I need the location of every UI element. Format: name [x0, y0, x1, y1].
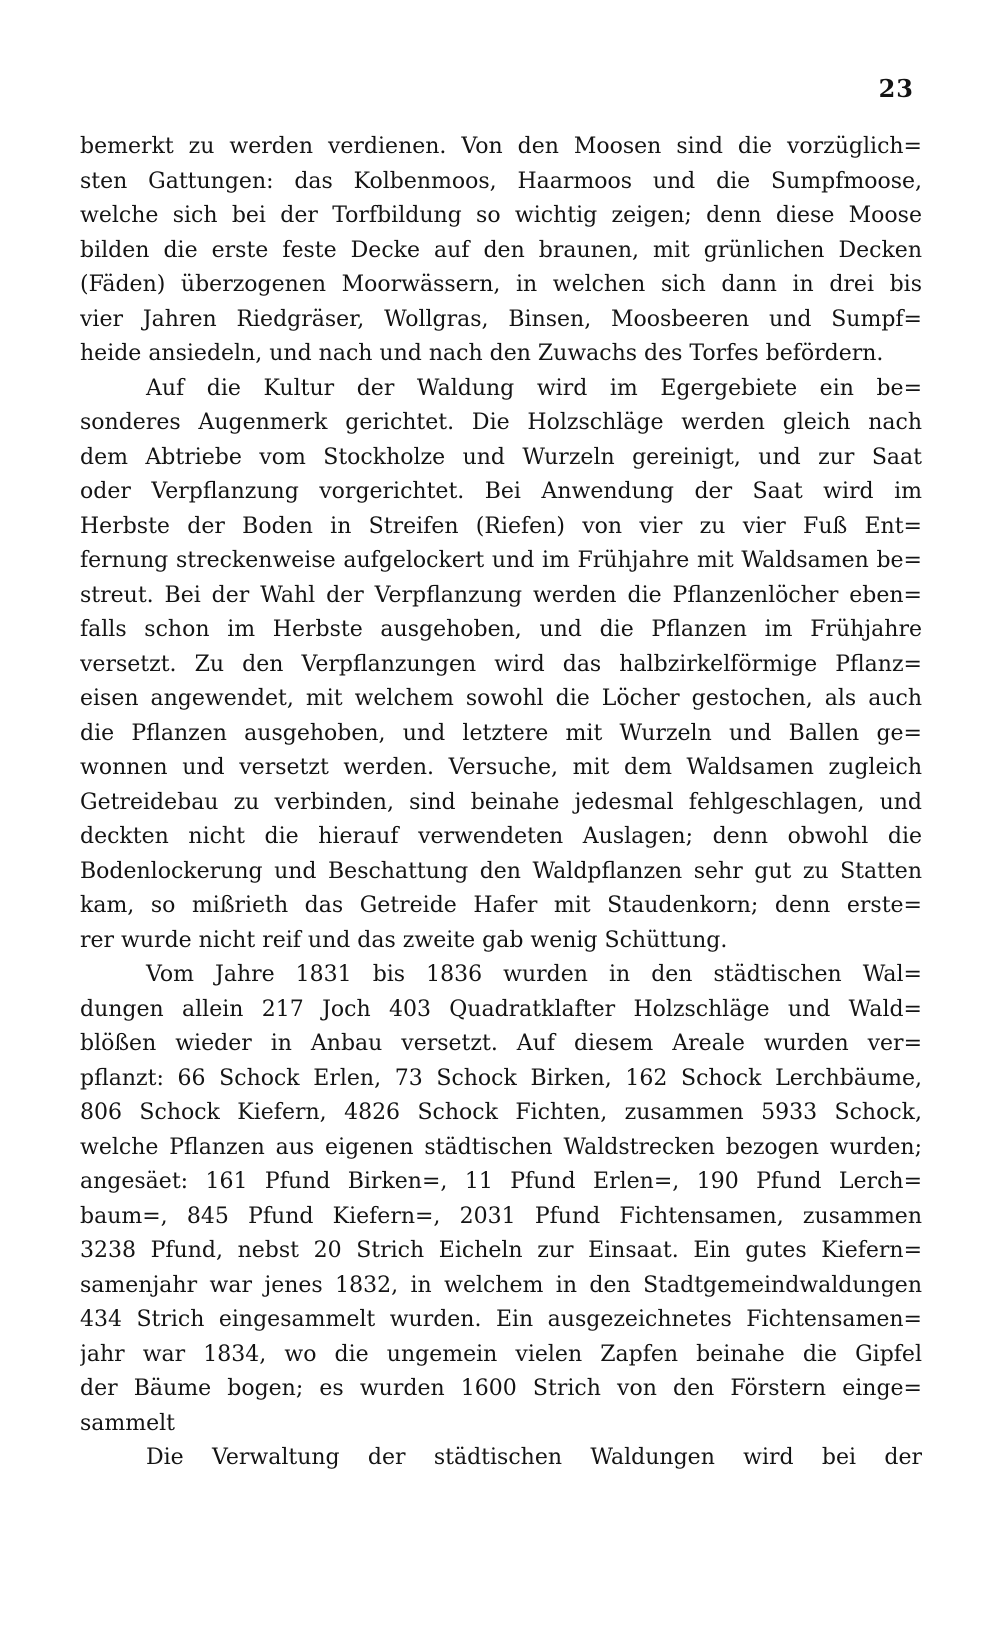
text-line: sonderes Augenmerk gerichtet. Die Holzschläge werden gleich nach: [80, 410, 922, 435]
text-line: angesäet: 161 Pfund Birken=, 11 Pfund Erlen=, 190 Pfund Lerch=: [80, 1169, 922, 1194]
text-line: welche sich bei der Torfbildung so wichtig zeigen; denn diese Moose: [80, 203, 922, 228]
text-line: jahr war 1834, wo die ungemein vielen Zapfen beinahe die Gipfel: [80, 1341, 922, 1367]
text-line: sammelt: [80, 1410, 176, 1436]
text-line: pflanzt: 66 Schock Erlen, 73 Schock Birken, 162 Schock Lerchbäume,: [80, 1065, 922, 1091]
text-line: dem Abtriebe vom Stockholze und Wurzeln gereinigt, und zur Saat: [80, 444, 922, 470]
text-line: dungen allein 217 Joch 403 Quadratklafter Holzschläge und Wald=: [80, 996, 922, 1022]
text-line: 434 Strich eingesammelt wurden. Ein ausgezeichnetes Fichtensamen=: [80, 1307, 922, 1332]
text-line: versetzt. Zu den Verpflanzungen wird das halbzirkelförmige Pflanz=: [80, 651, 922, 677]
text-line: streut. Bei der Wahl der Verpflanzung werden die Pflanzenlöcher eben=: [80, 582, 922, 608]
text-line: heide ansiedeln, und nach und nach den Zuwachs des Torfes befördern.: [80, 341, 884, 366]
text-line: rer wurde nicht reif und das zweite gab wenig Schüttung.: [80, 927, 728, 953]
text-line: samenjahr war jenes 1832, in welchem in den Stadtgemeindwaldungen: [80, 1272, 922, 1298]
text-line: Herbste der Boden in Streifen (Riefen) von vier zu vier Fuß Ent=: [80, 513, 922, 539]
text-line: kam, so mißrieth das Getreide Hafer mit Staudenkorn; denn erste=: [80, 893, 922, 918]
body-text: [80, 130, 922, 1476]
text-line: baum=, 845 Pfund Kiefern=, 2031 Pfund Fichtensamen, zusammen: [80, 1203, 922, 1229]
text-line: deckten nicht die hierauf verwendeten Auslagen; denn obwohl die: [80, 824, 922, 849]
text-line: Getreidebau zu verbinden, sind beinahe jedesmal fehlgeschlagen, und: [80, 789, 922, 815]
text-line: fernung streckenweise aufgelockert und im Frühjahre mit Waldsamen be=: [80, 548, 922, 573]
text-line: blößen wieder in Anbau versetzt. Auf diesem Areale wurden ver=: [80, 1031, 922, 1056]
text-line: Auf die Kultur der Waldung wird im Egergebiete ein be=: [146, 375, 922, 401]
text-line: der Bäume bogen; es wurden 1600 Strich von den Förstern einge=: [80, 1376, 922, 1401]
text-line: sten Gattungen: das Kolbenmoos, Haarmoos und die Sumpfmoose,: [80, 168, 922, 194]
text-line: Die Verwaltung der städtischen Waldungen wird bei der: [146, 1445, 922, 1470]
text-line: (Fäden) überzogenen Moorwässern, in welchen sich dann in drei bis: [80, 272, 922, 297]
text-line: Vom Jahre 1831 bis 1836 wurden in den städtischen Wal=: [146, 962, 922, 987]
text-line: oder Verpflanzung vorgerichtet. Bei Anwendung der Saat wird im: [80, 479, 922, 504]
text-line: eisen angewendet, mit welchem sowohl die Löcher gestochen, als auch: [80, 686, 922, 711]
text-line: welche Pflanzen aus eigenen städtischen Waldstrecken bezogen wurden;: [80, 1134, 922, 1160]
page-number: 23: [878, 74, 914, 103]
text-line: wonnen und versetzt werden. Versuche, mit dem Waldsamen zugleich: [80, 755, 922, 780]
text-line: falls schon im Herbste ausgehoben, und die Pflanzen im Frühjahre: [80, 617, 922, 642]
text-line: 3238 Pfund, nebst 20 Strich Eicheln zur Einsaat. Ein gutes Kiefern=: [80, 1238, 922, 1263]
text-line: vier Jahren Riedgräser, Wollgras, Binsen, Moosbeeren und Sumpf=: [80, 306, 922, 332]
text-line: Bodenlockerung und Beschattung den Waldpflanzen sehr gut zu Statten: [80, 858, 922, 884]
text-line: 806 Schock Kiefern, 4826 Schock Fichten, zusammen 5933 Schock,: [80, 1100, 922, 1125]
text-line: bilden die erste feste Decke auf den braunen, mit grünlichen Decken: [80, 237, 922, 263]
text-line: bemerkt zu werden verdienen. Von den Moosen sind die vorzüglich=: [80, 134, 922, 159]
text-line: die Pflanzen ausgehoben, und letztere mit Wurzeln und Ballen ge=: [80, 720, 922, 746]
